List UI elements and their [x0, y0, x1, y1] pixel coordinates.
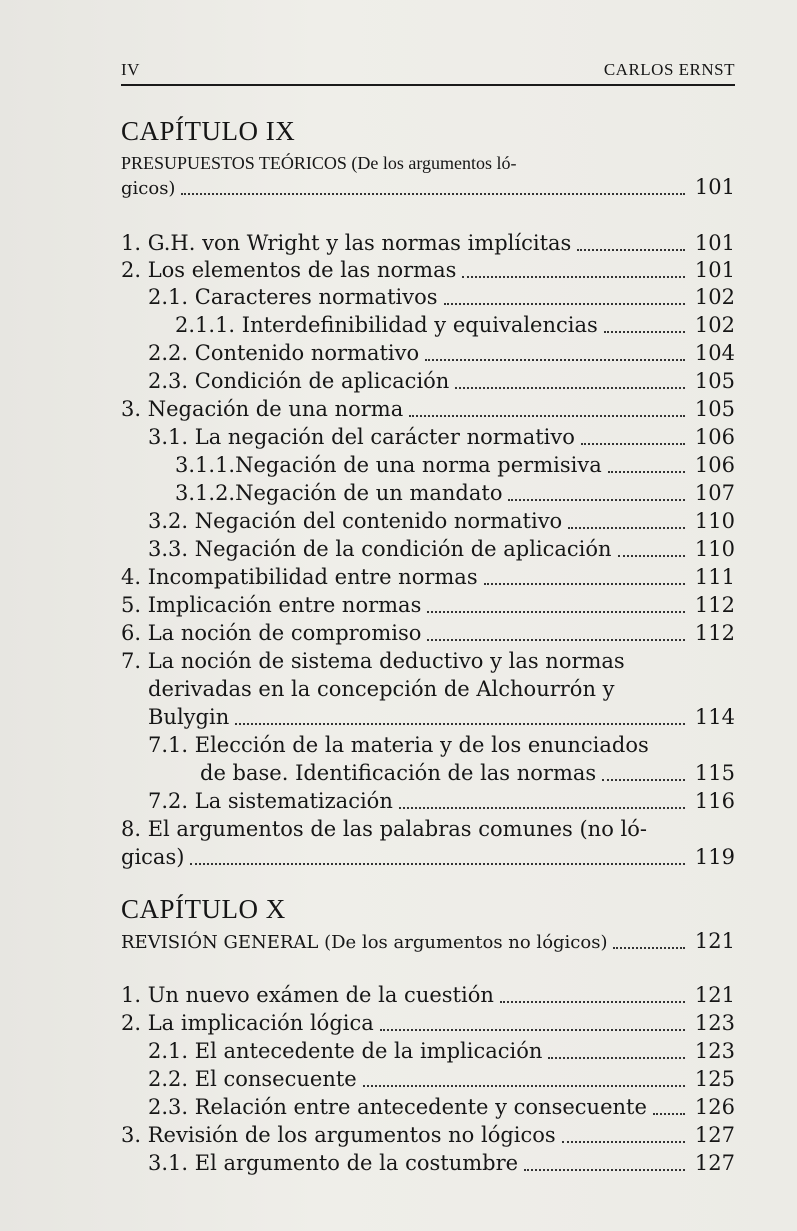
toc-entry	[121, 257, 735, 284]
toc-entry-label: 2. La implicación lógica	[121, 1011, 374, 1035]
toc-entry-page: 102	[694, 313, 735, 337]
chapter-10-subtitle-page: 121	[694, 929, 735, 953]
toc-entry-page: 104	[694, 341, 735, 365]
running-head	[121, 58, 735, 86]
leader-dots	[380, 1029, 685, 1031]
toc-entry-label: 2.1. Caracteres normativos	[148, 285, 438, 309]
toc-entry-label: 1. Un nuevo exámen de la cuestión	[121, 983, 494, 1007]
toc-entry	[121, 1122, 735, 1149]
toc-entry	[121, 620, 735, 647]
toc-entry-7-line1: 7. La noción de sistema deductivo y las normas	[121, 649, 625, 673]
toc-entry-label: 6. La noción de compromiso	[121, 621, 422, 645]
toc-entry-page: 101	[694, 258, 735, 282]
toc-entry-label: 2.1. El antecedente de la implicación	[148, 1039, 543, 1063]
toc-entry	[148, 1066, 735, 1093]
toc-entry-page: 127	[694, 1123, 735, 1147]
toc-entry	[200, 760, 735, 787]
toc-entry-label: 2.2. Contenido normativo	[148, 341, 420, 365]
toc-entry-8-line2: gicas)	[121, 845, 185, 869]
leader-dots	[462, 276, 685, 278]
page-number: IV	[121, 60, 140, 79]
running-head-author: CARLOS ERNST	[603, 60, 735, 79]
toc-entry-page: 116	[694, 789, 735, 813]
toc-entry-label: 3. Negación de una norma	[121, 397, 404, 421]
toc-entry	[121, 396, 735, 423]
leader-dots	[425, 359, 685, 361]
toc-entry	[175, 480, 735, 507]
toc-entry-page: 119	[694, 845, 735, 869]
toc-entry	[148, 536, 735, 563]
leader-dots	[399, 807, 685, 809]
leader-dots	[604, 331, 685, 333]
toc-entry-label: 2.1.1. Interdefinibilidad y equivalencias	[175, 313, 598, 337]
toc-entry-page: 107	[694, 481, 735, 505]
toc-entry	[148, 1038, 735, 1065]
toc-entry-page: 112	[694, 593, 735, 617]
toc-entry-label: 7.2. La sistematización	[148, 789, 393, 813]
leader-dots	[500, 1001, 685, 1003]
toc-entry	[121, 564, 735, 591]
toc-entry-page: 121	[694, 983, 735, 1007]
leader-dots	[653, 1113, 685, 1115]
toc-entry-8-line1: 8. El argumentos de las palabras comunes (no ló-	[121, 817, 647, 841]
leader-dots	[444, 303, 685, 305]
toc-entry	[121, 592, 735, 619]
leader-dots	[190, 863, 685, 865]
chapter-10-subtitle: REVISIÓN GENERAL (De los argumentos no lógicos)	[121, 932, 608, 953]
toc-entry	[148, 508, 735, 535]
toc-entry-label: 3. Revisión de los argumentos no lógicos	[121, 1123, 556, 1147]
toc-entry-71-line1: 7.1. Elección de la materia y de los enunciados	[148, 733, 649, 757]
leader-dots	[568, 527, 685, 529]
toc-entry	[121, 230, 735, 257]
toc-entry	[175, 312, 735, 339]
toc-entry-page: 114	[694, 705, 735, 729]
leader-dots	[577, 249, 685, 251]
leader-dots	[427, 639, 685, 641]
toc-entry-7-line2: derivadas en la concepción de Alchourrón y	[148, 677, 615, 701]
toc-entry	[148, 284, 735, 311]
leader-dots	[427, 611, 685, 613]
leader-dots	[455, 387, 685, 389]
leader-dots	[618, 555, 685, 557]
toc-entry-label: 3.1.1.Negación de una norma permisiva	[175, 453, 602, 477]
leader-dots	[524, 1169, 685, 1171]
leader-dots	[562, 1141, 685, 1143]
toc-entry	[121, 844, 735, 871]
leader-dots	[363, 1085, 685, 1087]
leader-dots	[602, 779, 685, 781]
toc-entry-page: 105	[694, 397, 735, 421]
toc-entry-page: 110	[694, 537, 735, 561]
leader-dots	[409, 415, 685, 417]
toc-entry-label: 3.2. Negación del contenido normativo	[148, 509, 563, 533]
chapter-9-subtitle-page: 101	[694, 175, 735, 199]
toc-entry-label: 2. Los elementos de las normas	[121, 258, 457, 282]
toc-entry	[148, 1094, 735, 1121]
toc-entry	[121, 1010, 735, 1037]
toc-entry-label: 2.2. El consecuente	[148, 1067, 357, 1091]
toc-entry-page: 106	[694, 453, 735, 477]
toc-entry-page: 125	[694, 1067, 735, 1091]
toc-entry-page: 102	[694, 285, 735, 309]
toc-entry-page: 106	[694, 425, 735, 449]
toc-entry-label: 2.3. Condición de aplicación	[148, 369, 450, 393]
chapter-9-subtitle-line2: gicos)	[121, 178, 176, 199]
toc-entry	[148, 340, 735, 367]
chapter-10-title: CAPÍTULO X	[121, 894, 286, 924]
toc-entry-page: 126	[694, 1095, 735, 1119]
toc-entry-label: 4. Incompatibilidad entre normas	[121, 565, 478, 589]
leader-dots	[484, 583, 685, 585]
leader-dots	[608, 471, 685, 473]
toc-entry	[121, 982, 735, 1009]
toc-entry-page: 127	[694, 1151, 735, 1175]
toc-entry	[148, 368, 735, 395]
toc-entry-page: 101	[694, 231, 735, 255]
toc-entry	[148, 1150, 735, 1177]
chapter-9-subtitle-line1: PRESUPUESTOS TEÓRICOS (De los argumentos ló-	[121, 153, 517, 173]
toc-entry-page: 115	[694, 761, 735, 785]
toc-entry-label: 3.3. Negación de la condición de aplicación	[148, 537, 612, 561]
toc-entry-page: 105	[694, 369, 735, 393]
toc-entry	[148, 788, 735, 815]
toc-entry-label: 3.1. El argumento de la costumbre	[148, 1151, 519, 1175]
toc-entry-label: 5. Implicación entre normas	[121, 593, 422, 617]
leader-dots	[181, 193, 685, 195]
chapter-9-subtitle-row	[121, 174, 735, 201]
toc-entry-page: 110	[694, 509, 735, 533]
leader-dots	[548, 1057, 685, 1059]
toc-entry-label: 3.1.2.Negación de un mandato	[175, 481, 503, 505]
toc-entry-71-line2: de base. Identificación de las normas	[200, 761, 597, 785]
leader-dots	[235, 723, 685, 725]
leader-dots	[581, 443, 685, 445]
toc-entry-label: 1. G.H. von Wright y las normas implícitas	[121, 231, 572, 255]
chapter-10-subtitle-row	[121, 928, 735, 955]
leader-dots	[508, 499, 685, 501]
toc-entry	[148, 424, 735, 451]
toc-entry-page: 123	[694, 1039, 735, 1063]
toc-entry-page: 123	[694, 1011, 735, 1035]
toc-entry	[148, 704, 735, 731]
leader-dots	[613, 947, 685, 949]
toc-entry-label: 3.1. La negación del carácter normativo	[148, 425, 575, 449]
chapter-9-title: CAPÍTULO IX	[121, 116, 296, 146]
toc-entry-page: 112	[694, 621, 735, 645]
toc-entry-page: 111	[694, 565, 735, 589]
toc-entry	[175, 452, 735, 479]
toc-entry-label: 2.3. Relación entre antecedente y consecuente	[148, 1095, 647, 1119]
toc-entry-7-line3: Bulygin	[148, 705, 230, 729]
